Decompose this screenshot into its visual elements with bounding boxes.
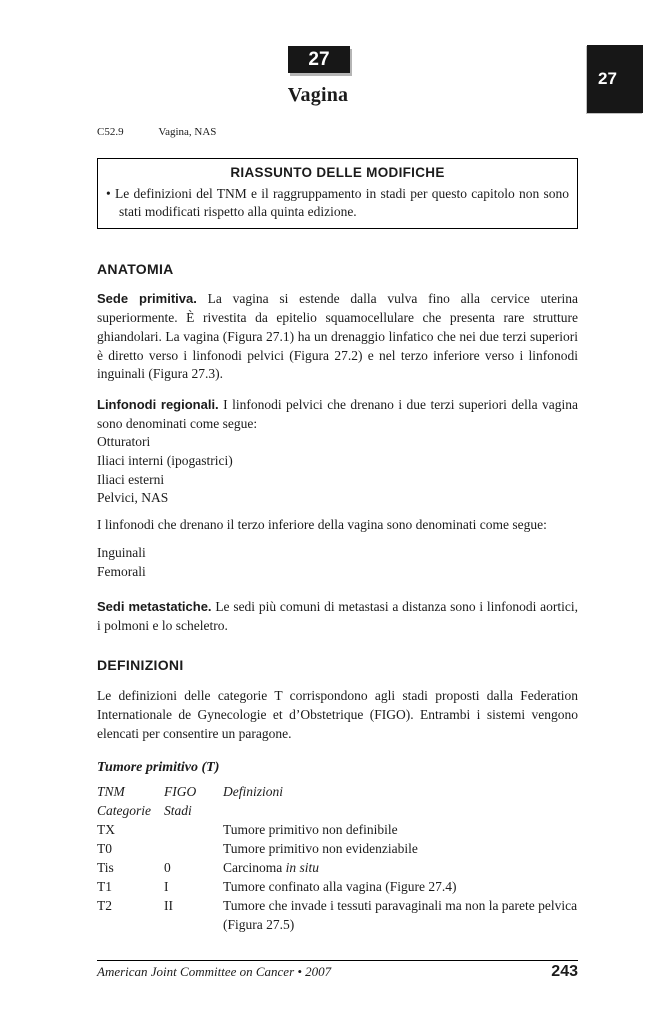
paragraph-regional-nodes: [97, 396, 578, 433]
table-cell-figo: 0: [164, 860, 171, 876]
paragraph-primary-site: [97, 290, 578, 384]
col-header-tnm-sub: Categorie: [97, 803, 151, 819]
main-content: [97, 158, 578, 934]
icd-code-line: [97, 126, 216, 138]
table-cell-figo: [164, 839, 223, 858]
col-header-spacer: [223, 801, 578, 820]
table-cell-definition: Tumore primitivo non evidenziabile: [223, 841, 418, 857]
section-heading-anatomia: ANATOMIA: [97, 260, 174, 277]
table-cell-tnm: T0: [97, 841, 112, 857]
table-cell-definition: Tumore che invade i tessuti paravaginali ma non la parete pelvica (Figura 27.5): [223, 898, 578, 933]
table-cell-tnm: T2: [97, 898, 112, 914]
summary-of-changes-box: [97, 158, 578, 229]
table-cell-tnm: Tis: [97, 860, 114, 876]
list-item: Otturatori: [97, 434, 151, 450]
paragraph-metastatic-sites: [97, 598, 578, 635]
icd-code-label: Vagina, NAS: [158, 126, 217, 138]
page-number: 243: [551, 963, 578, 980]
summary-box-title: RIASSUNTO DELLE MODIFICHE: [230, 165, 445, 180]
table-cell-definition: [223, 858, 578, 877]
tnm-definitions-table: [97, 782, 578, 934]
chapter-number-box: [288, 46, 350, 73]
list-item: Iliaci interni (ipogastrici): [97, 453, 233, 469]
text-metastatic-sites: Le sedi più comuni di metastasi a distanza sono i linfonodi aortici, i polmoni e lo scheletro.: [97, 599, 578, 633]
list-item: Iliaci esterni: [97, 471, 165, 487]
table-cell-definition: Tumore primitivo non definibile: [223, 822, 398, 838]
summary-bullet-text: Le definizioni del TNM e il raggruppamento in stadi per questo capitolo non sono stati modificati rispetto alla quinta edizione.: [115, 185, 570, 219]
bullet-marker: •: [106, 185, 111, 201]
text-regional-nodes: I linfonodi pelvici che drenano i due terzi superiori della vagina sono denominati come segue:: [97, 396, 579, 431]
chapter-number: 27: [308, 48, 330, 70]
table-cell-figo: I: [164, 879, 169, 895]
list-item: Inguinali: [97, 544, 146, 560]
summary-bullet-item: [106, 185, 569, 221]
list-item: Pelvici, NAS: [97, 490, 169, 506]
col-header-figo-sub: Stadi: [164, 803, 192, 819]
side-tab-number: 27: [598, 69, 617, 88]
subsection-heading-primary-tumor: Tumore primitivo (T): [97, 760, 220, 776]
footer-credit: American Joint Committee on Cancer • 2007: [97, 964, 332, 979]
table-cell-definition: Tumore confinato alla vagina (Figure 27.4): [223, 879, 457, 895]
definition-italic-text: in situ: [285, 860, 319, 876]
lead-primary-site: Sede primitiva.: [97, 291, 197, 307]
table-cell-figo: [164, 820, 223, 839]
lead-regional-nodes: Linfonodi regionali.: [97, 396, 219, 412]
section-heading-definizioni: DEFINIZIONI: [97, 656, 184, 673]
paragraph-definitions-intro: Le definizioni delle categorie T corrispondono agli stadi proposti dalla Federation Internationale de Gynecologie et d’Obstetrique (FIGO). Entrambi i sistemi vengono elencati per consentire un paragone.: [97, 688, 578, 741]
page-title: Vagina: [287, 84, 349, 106]
table-cell-tnm: T1: [97, 879, 112, 895]
col-header-tnm: TNM: [97, 784, 125, 800]
table-cell-figo: II: [164, 898, 173, 914]
col-header-definitions: Definizioni: [223, 784, 283, 800]
icd-code: C52.9: [97, 126, 124, 138]
page-footer: [97, 960, 578, 981]
table-cell-tnm: TX: [97, 822, 115, 838]
col-header-figo: FIGO: [164, 784, 197, 800]
paragraph-lower-nodes-intro: I linfonodi che drenano il terzo inferiore della vagina sono denominati come segue:: [97, 517, 547, 533]
upper-nodes-list: [97, 433, 578, 508]
lead-metastatic-sites: Sedi metastatiche.: [97, 599, 212, 615]
list-item: Femorali: [97, 563, 146, 579]
text-primary-site: La vagina si estende dalla vulva fino alla cervice uterina superiormente. È rivestita da epitelio squamocellulare che presenta rare strutture ghiandolari. La vagina (Figura 27.1) ha un drenaggio linfatico che nei due terzi superiori è diretto verso i linfonodi pelvici (Figura 27.2) e nel terzo inferiore verso i linfonodi inguinali (Figura 27.3).: [97, 291, 579, 382]
definition-text: Carcinoma: [223, 860, 286, 876]
lower-nodes-list: [97, 544, 578, 581]
